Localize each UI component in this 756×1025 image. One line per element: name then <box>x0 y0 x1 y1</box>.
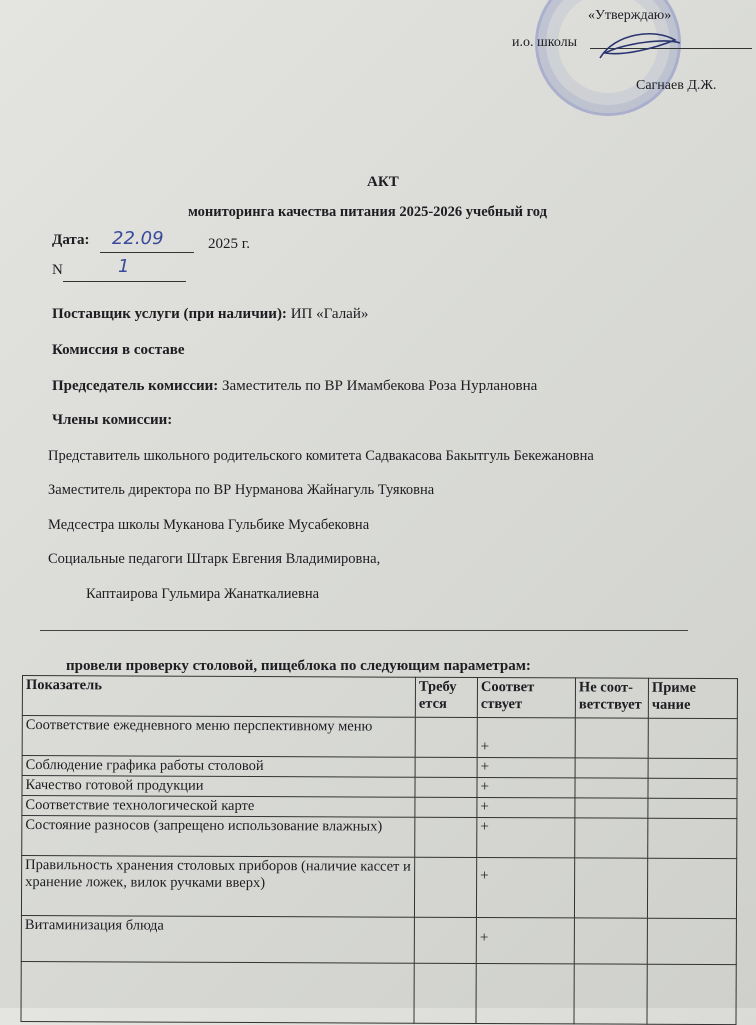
member-item: Представитель школьного родительского комитета Садвакасова Бакытгуль Бекежановна <box>48 448 594 464</box>
cell-indicator: Витаминизация блюда <box>21 915 414 963</box>
date-year: 2025 г. <box>208 236 250 252</box>
table-row <box>21 961 736 1024</box>
member-item: Социальные педагоги Штарк Евгения Владимировна, <box>48 551 381 567</box>
cell-indicator: Состояние разносов (запрещено использование влажных) <box>22 816 415 858</box>
cell-complies: + <box>477 717 575 757</box>
cell-note <box>648 758 737 778</box>
date-value: 22.09 <box>112 228 164 249</box>
commission-label: Комиссия в составе <box>52 342 185 358</box>
table-row <box>22 716 737 759</box>
signature-icon <box>595 28 685 68</box>
cell-not-complies <box>575 798 648 818</box>
commission-chair: Председатель комиссии: Заместитель по ВР Имамбекова Роза Нурлановна <box>52 378 538 394</box>
date-line <box>100 252 194 253</box>
cell-complies: + <box>477 797 575 817</box>
cell-required <box>415 717 477 757</box>
header-note: Приме чание <box>648 678 737 718</box>
members-label: Члены комиссии: <box>52 412 173 428</box>
cell-required <box>415 757 477 777</box>
cell-indicator: Соответствие технологической карте <box>22 796 415 818</box>
cell-note <box>648 818 737 858</box>
cell-not-complies <box>574 858 647 918</box>
divider <box>40 630 688 631</box>
cell-required <box>414 917 476 963</box>
cell-complies: + <box>476 917 574 963</box>
supplier: Поставщик услуги (при наличии): ИП «Галай» <box>52 306 369 322</box>
cell-required <box>414 857 476 917</box>
cell-complies: + <box>477 757 575 777</box>
approval-signer: Сагнаев Д.Ж. <box>636 78 717 93</box>
table-row <box>22 816 737 859</box>
cell-required <box>415 777 477 797</box>
cell-indicator: Соблюдение графика работы столовой <box>22 756 415 778</box>
cell-not-complies <box>575 758 648 778</box>
cell-indicator: Качество готовой продукции <box>22 776 415 798</box>
cell-complies: + <box>477 817 575 857</box>
cell-not-complies <box>575 778 648 798</box>
member-item: Заместитель директора по ВР Нурманова Жайнагуль Туяковна <box>48 482 435 498</box>
check-intro: провели проверку столовой, пищеблока по следующим параметрам: <box>66 658 531 674</box>
cell-indicator: Соответствие ежедневного меню перспективному меню <box>22 716 415 758</box>
date-label: Дата: <box>52 232 90 248</box>
header-indicator: Показатель <box>22 676 415 718</box>
cell-note <box>647 858 736 918</box>
number-line <box>63 281 186 282</box>
document-subtitle: мониторинга качества питания 2025-2026 учебный год <box>188 204 547 220</box>
cell-required <box>415 817 477 857</box>
member-item: Медсестра школы Муканова Гульбике Мусабековна <box>48 517 370 533</box>
cell-complies: + <box>476 857 574 917</box>
cell-not-complies <box>574 918 647 964</box>
cell-complies: + <box>477 777 575 797</box>
cell-indicator: Правильность хранения столовых приборов (наличие кассет и хранение ложек, вилок ручками вверх) <box>21 856 414 918</box>
document-title: АКТ <box>367 174 399 190</box>
number-label: N <box>52 262 63 278</box>
cell-note <box>648 718 737 758</box>
table-header <box>22 676 737 719</box>
cell-required <box>415 797 477 817</box>
header-not-complies: Не соот- ветствует <box>575 678 648 718</box>
header-required: Требу ется <box>415 677 477 717</box>
member-item: Каптаирова Гульмира Жанаткалиевна <box>86 586 320 602</box>
cell-note <box>648 778 737 798</box>
approval-position: и.о. школы <box>512 35 578 50</box>
table-row <box>21 856 736 919</box>
approval-label: «Утверждаю» <box>588 8 672 23</box>
table-row <box>21 915 736 964</box>
cell-note <box>648 798 737 818</box>
cell-not-complies <box>575 718 648 758</box>
parameters-table <box>20 675 738 1025</box>
cell-note <box>647 918 736 964</box>
number-value: 1 <box>118 256 130 277</box>
cell-not-complies <box>575 818 648 858</box>
header-complies: Соответ ствует <box>477 677 575 717</box>
